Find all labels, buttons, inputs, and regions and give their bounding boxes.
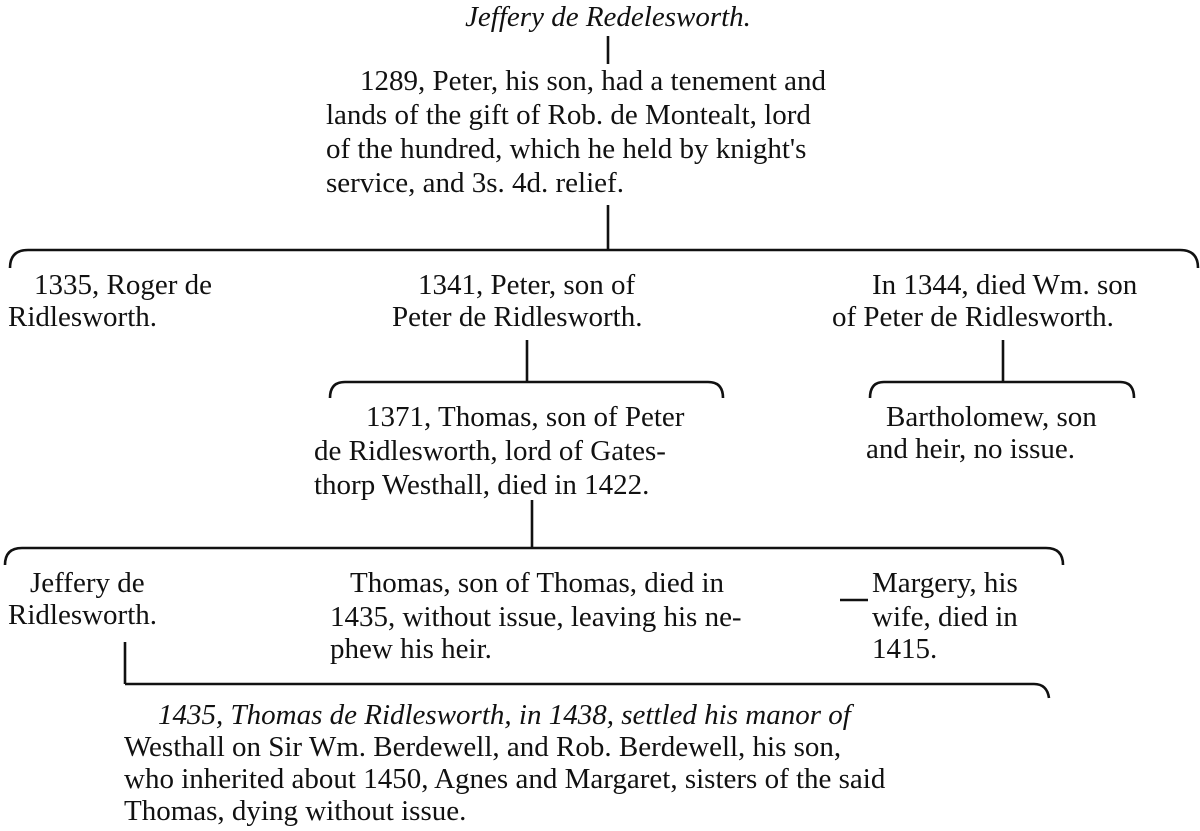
node-text: Westhall on Sir Wm. Berdewell, and Rob. Berdewell, his son, (124, 731, 842, 763)
node-text: and heir, no issue. (866, 433, 1076, 465)
node-text: Ridlesworth. (8, 599, 158, 631)
node-text: wife, died in (872, 601, 1018, 633)
node-text: Thomas, son of Thomas, died in (350, 567, 725, 599)
node-text: 1435, Thomas de Ridlesworth, in 1438, settled his manor of (158, 699, 851, 731)
node-text: 1415. (872, 633, 938, 665)
node-text: lands of the gift of Rob. de Montealt, lord (326, 99, 811, 131)
node-text: Bartholomew, son (886, 401, 1097, 433)
brace-thomas-1435 (125, 684, 1049, 698)
brace-thomas-1371 (330, 382, 723, 398)
node-text: 1341, Peter, son of (418, 269, 636, 301)
node-text: of the hundred, which he held by knight's (326, 133, 807, 165)
node-text: de Ridlesworth, lord of Gates- (314, 435, 666, 467)
node-text: Margery, his (872, 567, 1018, 599)
node-text: Peter de Ridlesworth. (392, 301, 643, 333)
node-text: Thomas, dying without issue. (124, 795, 467, 827)
node-text: Jeffery de (30, 567, 145, 599)
node-text: 1335, Roger de (34, 269, 212, 301)
node-text: In 1344, died Wm. son (872, 269, 1138, 301)
node-text: who inherited about 1450, Agnes and Margaret, sisters of the said (124, 763, 886, 795)
node-text: 1371, Thomas, son of Peter (366, 401, 685, 433)
node-text: Jeffery de Redelesworth. (465, 1, 751, 33)
node-text: 1289, Peter, his son, had a tenement and (360, 65, 826, 97)
brace-bartholomew (870, 382, 1134, 398)
brace-generation-1335 (10, 250, 1198, 268)
node-text: Ridlesworth. (8, 301, 158, 333)
node-text: 1435, without issue, leaving his ne- (330, 601, 742, 633)
node-text: of Peter de Ridlesworth. (832, 301, 1114, 333)
node-jeffery-redelesworth (358, 0, 858, 34)
node-text: phew his heir. (330, 633, 492, 665)
node-text: service, and 3s. 4d. relief. (326, 167, 624, 199)
brace-generation-thomas-sons (5, 548, 1063, 565)
node-text: thorp Westhall, died in 1422. (314, 469, 650, 501)
